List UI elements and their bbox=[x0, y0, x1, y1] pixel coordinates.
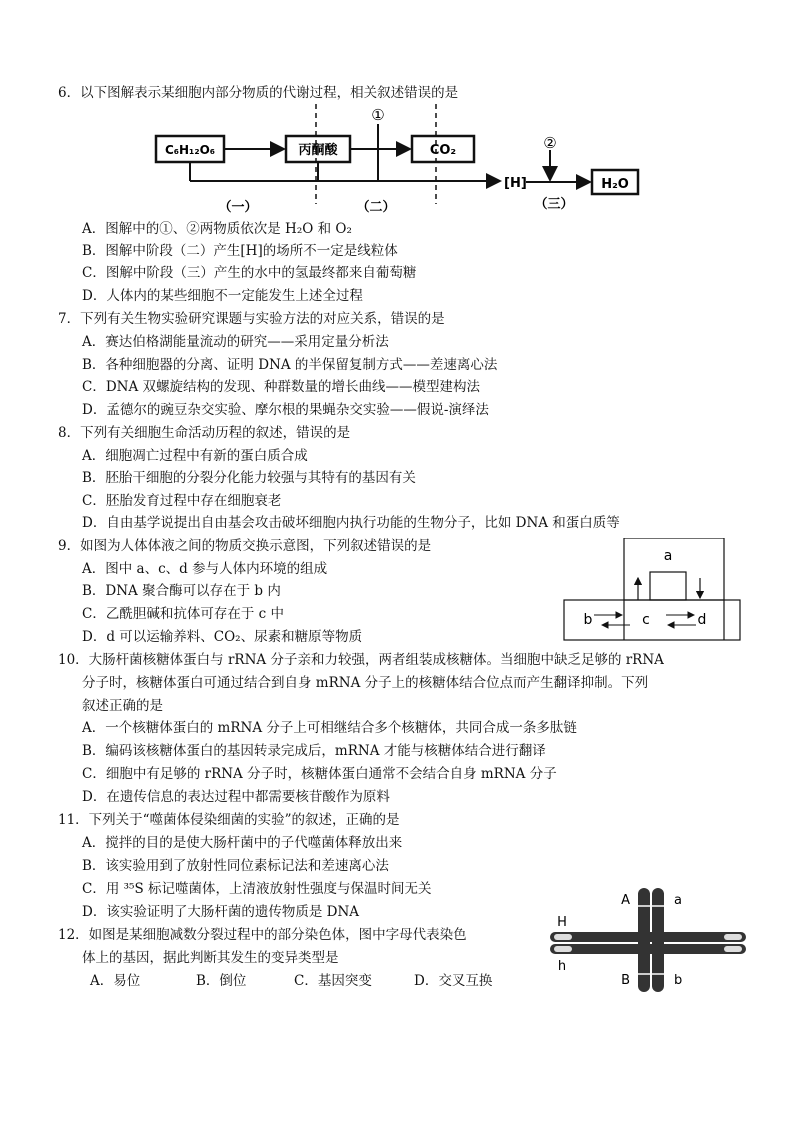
q11-stem: 11．下列关于“噬菌体侵染细菌的实验”的叙述，正确的是 bbox=[58, 812, 400, 828]
q10-option-a: A．一个核糖体蛋白的 mRNA 分子上可相继结合多个核糖体，共同合成一条多肽链 bbox=[82, 720, 577, 736]
q6-option-c: C．图解中阶段（三）产生的水中的氢最终都来自葡萄糖 bbox=[82, 265, 417, 281]
q7-stem: 7．下列有关生物实验研究课题与实验方法的对应关系，错误的是 bbox=[58, 311, 445, 327]
q10-option-d: D．在遗传信息的表达过程中都需要核苷酸作为原料 bbox=[82, 789, 390, 805]
q6-metabolism-diagram bbox=[150, 104, 650, 216]
q6-option-d: D．人体内的某些细胞不一定能发生上述全过程 bbox=[82, 288, 363, 304]
q8-option-c: C．胚胎发育过程中存在细胞衰老 bbox=[82, 493, 282, 509]
stage-3-label: （三） bbox=[534, 197, 574, 212]
gene-A-label: A bbox=[621, 893, 630, 908]
q7-option-d: D．孟德尔的豌豆杂交实验、摩尔根的果蝇杂交实验——假说-演绎法 bbox=[82, 402, 489, 418]
gene-h-label: h bbox=[557, 959, 567, 974]
q12-stem-line-2: 体上的基因，据此判断其发生的变异类型是 bbox=[82, 950, 339, 966]
q9-stem: 9．如图为人体体液之间的物质交换示意图，下列叙述错误的是 bbox=[58, 538, 432, 554]
h-label: [H] bbox=[504, 176, 527, 191]
q6-option-a: A．图解中的①、②两物质依次是 H₂O 和 O₂ bbox=[82, 221, 352, 237]
fluid-c-label: c bbox=[642, 612, 650, 628]
q12-option-a: A．易位 bbox=[90, 973, 141, 989]
q8-option-a: A．细胞凋亡过程中有新的蛋白质合成 bbox=[82, 448, 308, 464]
q11-option-d: D．该实验证明了大肠杆菌的遗传物质是 DNA bbox=[82, 904, 359, 920]
q12-stem-line-1: 12．如图是某细胞减数分裂过程中的部分染色体，图中字母代表染色 bbox=[58, 927, 467, 943]
gene-B-label: B bbox=[621, 973, 630, 988]
q6-option-b: B．图解中阶段（二）产生[H]的场所不一定是线粒体 bbox=[82, 243, 398, 259]
h2o-label: H₂O bbox=[601, 177, 629, 192]
q9-option-c: C．乙酰胆碱和抗体可存在于 c 中 bbox=[82, 606, 284, 622]
q7-option-a: A．赛达伯格湖能量流动的研究——采用定量分析法 bbox=[82, 334, 389, 350]
q10-stem-line-2: 分子时，核糖体蛋白可通过结合到自身 mRNA 分子上的核糖体结合位点而产生翻译抑制。下列 bbox=[82, 675, 649, 691]
q11-option-a: A．搅拌的目的是使大肠杆菌中的子代噬菌体释放出来 bbox=[82, 835, 403, 851]
glucose-label: C₆H₁₂O₆ bbox=[164, 143, 216, 157]
q9-option-d: D．d 可以运输养料、CO₂、尿素和糖原等物质 bbox=[82, 629, 363, 645]
q11-option-c: C．用 ³⁵S 标记噬菌体，上清液放射性强度与保温时间无关 bbox=[82, 881, 432, 897]
q8-option-d: D．自由基学说提出自由基会攻击破坏细胞内执行功能的生物分子，比如 DNA 和蛋白质等 bbox=[82, 515, 620, 531]
q7-option-c: C．DNA 双螺旋结构的发现、种群数量的增长曲线——模型建构法 bbox=[82, 379, 481, 395]
q10-option-b: B．编码该核糖体蛋白的基因转录完成后，mRNA 才能与核糖体结合进行翻译 bbox=[82, 743, 546, 759]
gene-H-label: H bbox=[557, 915, 567, 930]
q12-chromosome-diagram bbox=[548, 884, 748, 996]
fluid-a-label: a bbox=[663, 548, 673, 564]
q9-option-a: A．图中 a、c、d 参与人体内环境的组成 bbox=[82, 561, 328, 577]
q12-option-c: C．基因突变 bbox=[294, 973, 372, 989]
q10-option-c: C．细胞中有足够的 rRNA 分子时，核糖体蛋白通常不会结合自身 mRNA 分子 bbox=[82, 766, 557, 782]
stage-2-label: （二） bbox=[356, 200, 396, 215]
gene-b-label: b bbox=[674, 973, 683, 988]
q8-stem: 8．下列有关细胞生命活动历程的叙述，错误的是 bbox=[58, 425, 351, 441]
fluid-b-label: b bbox=[583, 612, 593, 628]
mark-1: ① bbox=[371, 106, 385, 124]
mark-2: ② bbox=[543, 134, 557, 152]
q8-option-b: B．胚胎干细胞的分裂分化能力较强与其特有的基因有关 bbox=[82, 470, 416, 486]
q7-option-b: B．各种细胞器的分离、证明 DNA 的半保留复制方式——差速离心法 bbox=[82, 357, 498, 373]
gene-a-label: a bbox=[674, 893, 682, 908]
pyruvate-label: 丙酮酸 bbox=[298, 143, 338, 158]
q12-option-b: B．倒位 bbox=[196, 973, 247, 989]
q10-stem-line-3: 叙述正确的是 bbox=[82, 698, 163, 714]
q11-option-b: B．该实验用到了放射性同位素标记法和差速离心法 bbox=[82, 858, 389, 874]
stage-1-label: （一） bbox=[218, 200, 258, 215]
q6-stem: 6．以下图解表示某细胞内部分物质的代谢过程，相关叙述错误的是 bbox=[58, 85, 459, 101]
q12-option-d: D．交叉互换 bbox=[414, 973, 493, 989]
q9-option-b: B．DNA 聚合酶可以存在于 b 内 bbox=[82, 583, 281, 599]
q9-body-fluid-diagram bbox=[562, 538, 742, 642]
q10-stem-line-1: 10．大肠杆菌核糖体蛋白与 rRNA 分子亲和力较强，两者组装成核糖体。当细胞中缺乏足够的 rRNA bbox=[58, 652, 664, 668]
co2-label: CO₂ bbox=[429, 143, 457, 158]
fluid-d-label: d bbox=[697, 612, 707, 628]
